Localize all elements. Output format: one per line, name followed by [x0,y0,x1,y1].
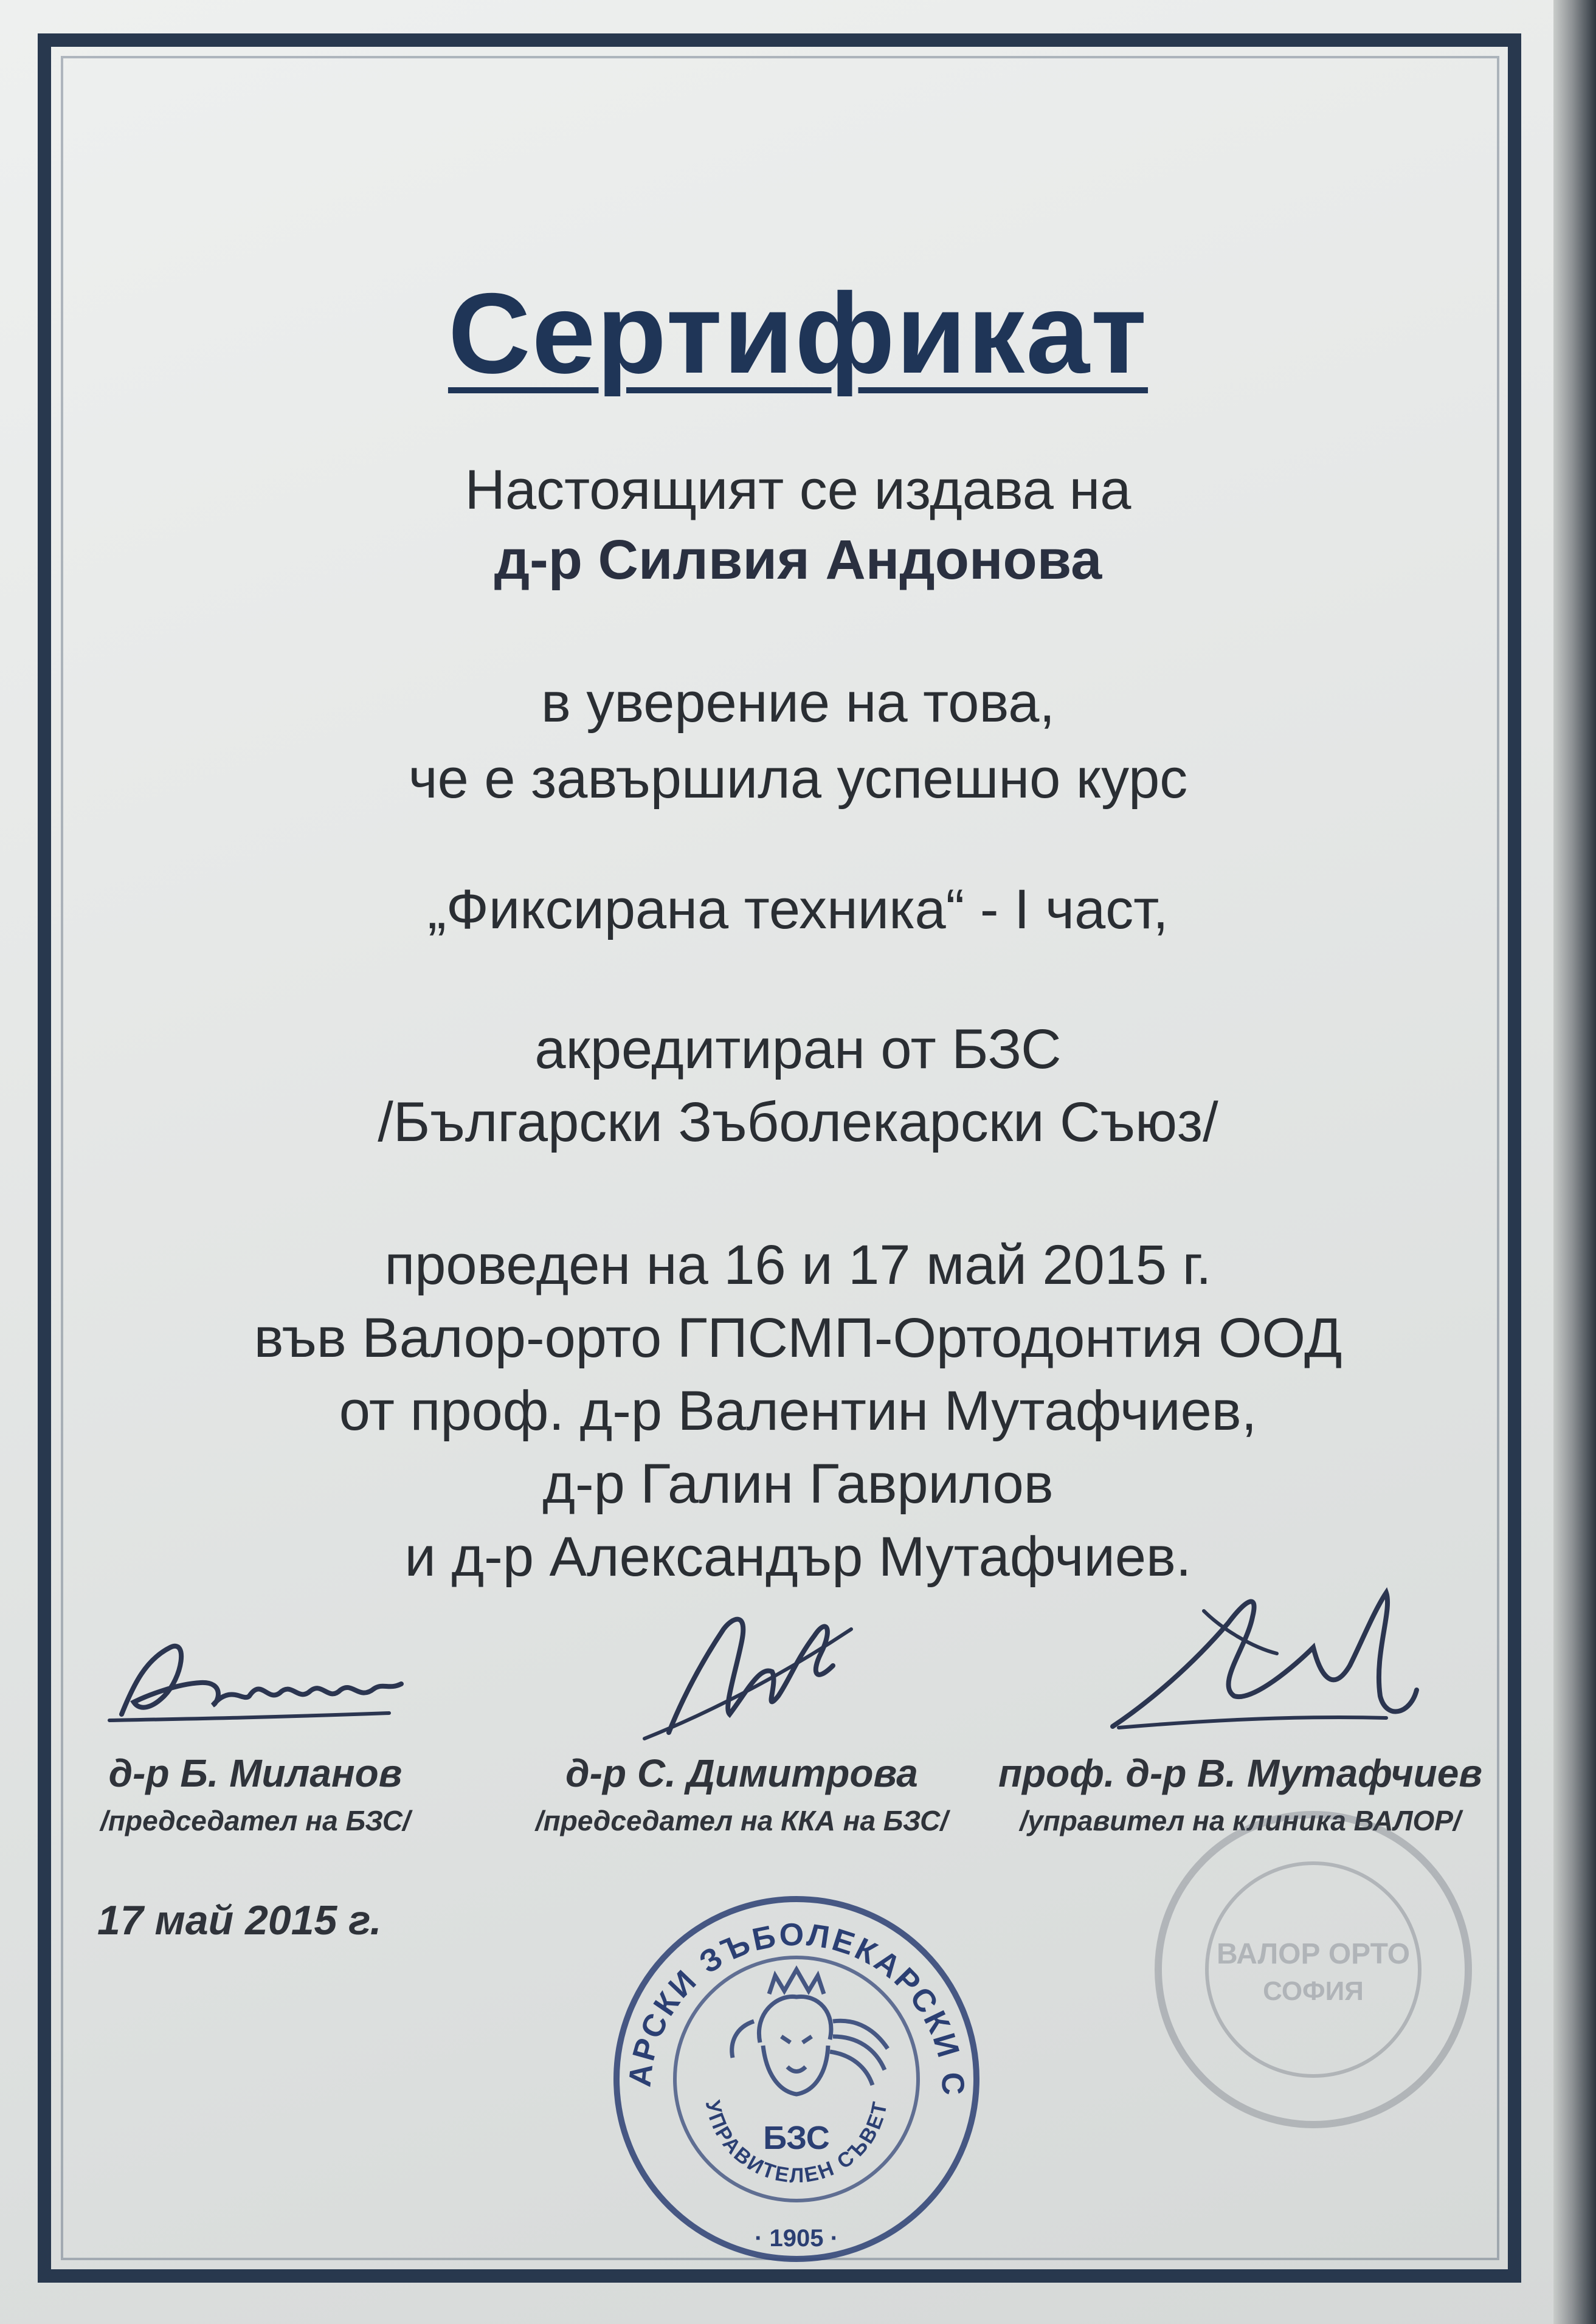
valor-stamp [1143,1799,1484,2140]
issued-to-line: Настоящият се издава на [465,459,1131,521]
held-line-4: д-р Галин Гаврилов [542,1453,1054,1515]
recipient-name: д-р Силвия Андонова [494,529,1102,591]
bzs-stamp-inner-text: УПРАВИТЕЛЕН СЪВЕТ [700,2098,893,2188]
held-line-1: проведен на 16 и 17 май 2015 г. [384,1234,1212,1296]
signatory-role: /председател на БЗС/ [100,1805,410,1836]
signature-block-dimitrova [511,1751,973,1837]
confirm-line-1: в уверение на това, [541,672,1055,734]
accredited-line-2: /Български Зъболекарски Съюз/ [378,1091,1218,1153]
signature-milanov-graphic [97,1611,413,1745]
signature-block-milanov [91,1751,420,1837]
valor-stamp-text-1: ВАЛОР ОРТО [1216,1938,1411,1970]
held-line-2: във Валор-орто ГПСМП-Ортодонтия ООД [254,1307,1342,1369]
valor-stamp-text-2: СОФИЯ [1263,1976,1364,2006]
bzs-stamp [590,1863,985,2267]
held-line-3: от проф. д-р Валентин Мутафчиев, [339,1380,1257,1442]
confirm-line-2: че е завършила успешно курс [408,748,1188,810]
course-title: „Фиксирана техника“ - I част, [427,878,1169,940]
signatory-role: /управител на клиника ВАЛОР/ [1020,1805,1461,1836]
signatory-name: проф. д-р В. Мутафчиев [998,1751,1483,1795]
signature-mutafchiev-graphic [1094,1574,1435,1745]
held-line-5: и д-р Александър Мутафчиев. [404,1526,1192,1588]
certificate-title: Сертификат [447,269,1149,397]
signatory-name: д-р С. Димитрова [565,1751,918,1795]
signature-dimitrova-graphic [632,1593,863,1751]
issue-date: 17 май 2015 г. [97,1897,382,1943]
bzs-stamp-ring-text: БЪЛГАРСКИ ЗЪБОЛЕКАРСКИ СЪЮЗ [590,1863,971,2098]
signatory-role: /председател на ККА на БЗС/ [535,1805,948,1836]
lion-emblem-icon [732,1970,888,2094]
signatory-name: д-р Б. Миланов [108,1751,402,1795]
bzs-stamp-abbr: БЗС [763,2120,830,2156]
bzs-stamp-year: · 1905 · [755,2225,838,2252]
accredited-line-1: акредитиран от БЗС [534,1018,1062,1080]
